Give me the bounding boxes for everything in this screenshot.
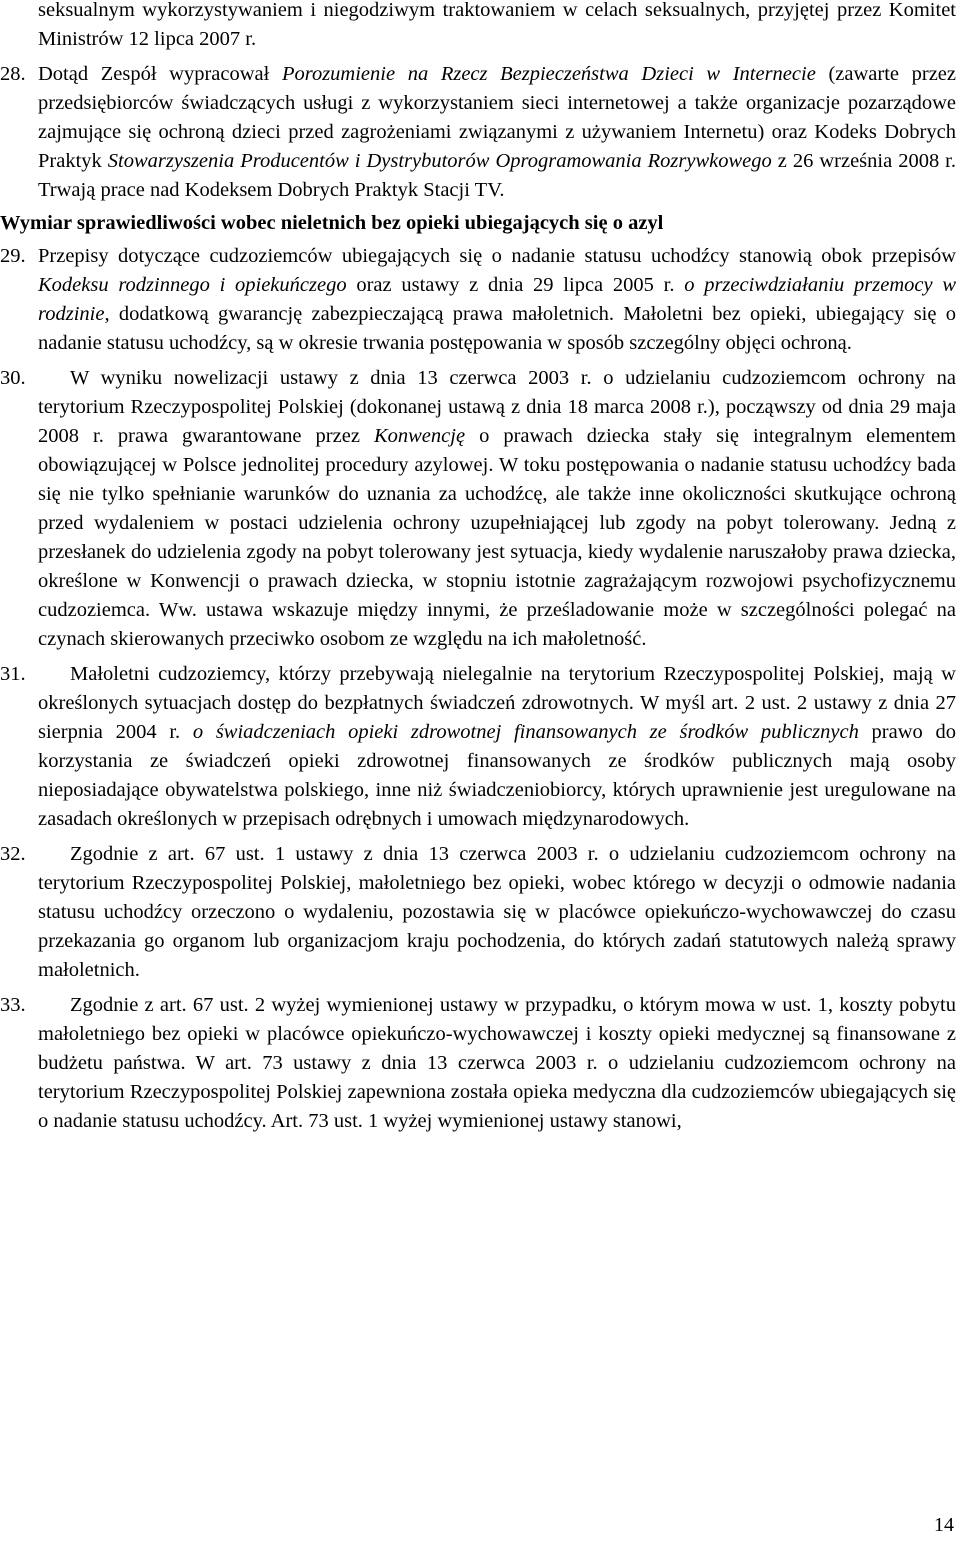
paragraph-text: Dotąd Zespół wypracował: [38, 63, 282, 85]
paragraph-text: Zgodnie z art. 67 ust. 1 ustawy z dnia 13 czerwca 2003 r. o udzielaniu cudzoziemcom ochrony na terytorium Rzeczypospolitej Polskiej, małoletniego bez opieki, wobec którego w decyzji o odmowie nadania statusu uchodźcy orzeczono o wydaleniu, pozostawia się w placówce opiekuńczo-wychowawczej do czasu przekazania go organom lub organizacjom kraju pochodzenia, do których zadań statutowych należą sprawy małoletnich.: [38, 843, 956, 981]
italic-title: Konwencję: [373, 425, 466, 447]
intro-paragraph: [38, 0, 956, 54]
paragraph-text: (zawarte przez przedsiębiorców świadczących usługi z wykorzystaniem sieci internetowej a także organizacje pozarządowe zajmujące się ochroną dzieci przed zagrożeniami związanymi z używaniem Internetu) oraz Kodeks Dobrych Praktyk: [38, 63, 956, 172]
paragraph-text: oraz ustawy z dnia 29 lipca 2005 r.: [346, 274, 685, 296]
paragraph-number: 33.: [0, 994, 26, 1016]
paragraph-number: 28.: [0, 63, 26, 85]
italic-title: Kodeksu rodzinnego i opiekuńczego: [38, 274, 347, 296]
paragraph-32: [0, 840, 956, 985]
paragraph-number: 29.: [0, 245, 26, 267]
paragraph-29: [0, 242, 957, 358]
paragraph-28: [0, 60, 957, 205]
italic-title: o świadczeniach opieki zdrowotnej finansowanych ze środków publicznych: [192, 721, 859, 743]
paragraph-30: [0, 364, 956, 654]
intro-text: seksualnym wykorzystywaniem i niegodziwym traktowaniem w celach seksualnych, przyjętej przez Komitet Ministrów 12 lipca 2007 r.: [38, 0, 956, 50]
italic-title: Stowarzyszenia Producentów i Dystrybutorów Oprogramowania Rozrywkowego: [107, 150, 772, 172]
paragraph-text: o prawach dziecka stały się integralnym elementem obowiązującej w Polsce jednolitej procedury azylowej. W toku postępowania o nadanie statusu uchodźcy bada się nie tylko spełnianie warunków do uznania za uchodźcę, ale także inne okoliczności skutkujące ochroną przed wydaleniem w postaci udzielenia ochrony uzupełniającej lub zgody na pobyt tolerowany. Jedną z przesłanek do udzielenia zgody na pobyt tolerowany jest sytuacja, kiedy wydalenie naruszałoby prawa dziecka, określone w Konwencji o prawach dziecka, w stopniu istotnie zagrażającym rozwojowi psychofizycznemu cudzoziemca. Ww. ustawa wskazuje między innymi, że prześladowanie może w szczególności polegać na czynach skierowanych przeciwko osobom ze względu na ich małoletność.: [38, 425, 956, 650]
italic-title: Porozumienie na Rzecz Bezpieczeństwa Dzieci w Internecie: [281, 63, 816, 85]
paragraph-33: [0, 991, 956, 1136]
section-heading: Wymiar sprawiedliwości wobec nieletnich bez opieki ubiegających się o azyl: [0, 212, 664, 234]
paragraph-number: 30.: [0, 367, 26, 389]
paragraph-text: W wyniku nowelizacji ustawy z dnia 13 czerwca 2003 r. o udzielaniu cudzoziemcom ochrony na terytorium Rzeczypospolitej Polskiej (dokonanej ustawą z dnia 18 marca 2008 r.), począwszy od dnia 29 maja 2008 r. prawa gwarantowane przez: [38, 367, 956, 447]
paragraph-number: 32.: [0, 843, 26, 865]
paragraph-number: 31.: [0, 663, 26, 685]
paragraph-31: [0, 660, 956, 834]
paragraph-text: , dodatkową gwarancję zabezpieczającą prawa małoletnich. Małoletni bez opieki, ubiegający się o nadanie statusu uchodźcy, są w okresie trwania postępowania w sposób szczególny objęci ochroną.: [38, 303, 956, 354]
paragraph-text: Małoletni cudzoziemcy, którzy przebywają nielegalnie na terytorium Rzeczypospolitej Polskiej, mają w określonych sytuacjach dostęp do bezpłatnych świadczeń zdrowotnych. W myśl art. 2 ust. 2 ustawy z dnia 27 sierpnia 2004 r.: [38, 663, 956, 743]
italic-title: o przeciwdziałaniu przemocy w rodzinie: [38, 274, 957, 325]
paragraph-text: z 26 września 2008 r. Trwają prace nad Kodeksem Dobrych Praktyk Stacji TV.: [38, 150, 957, 201]
paragraph-text: prawo do korzystania ze świadczeń opieki zdrowotnej finansowanych ze środków publicznych mają osoby nieposiadające obywatelstwa polskiego, inne niż świadczeniobiorcy, których uprawnienie jest uregulowane na zasadach określonych w przepisach odrębnych i umowach międzynarodowych.: [38, 721, 956, 830]
paragraph-text: Zgodnie z art. 67 ust. 2 wyżej wymienionej ustawy w przypadku, o którym mowa w ust. 1, koszty pobytu małoletniego bez opieki w placówce opiekuńczo-wychowawczej i koszty opieki medycznej są finansowane z budżetu państwa. W art. 73 ustawy z dnia 13 czerwca 2003 r. o udzielaniu cudzoziemcom ochrony na terytorium Rzeczypospolitej Polskiej zapewniona została opieka medyczna dla cudzoziemców ubiegających się o nadanie statusu uchodźcy. Art. 73 ust. 1 wyżej wymienionej ustawy stanowi,: [38, 994, 956, 1132]
paragraph-text: Przepisy dotyczące cudzoziemców ubiegających się o nadanie statusu uchodźcy stanowią obok przepisów: [38, 245, 956, 267]
page-number: 14: [934, 1514, 954, 1536]
